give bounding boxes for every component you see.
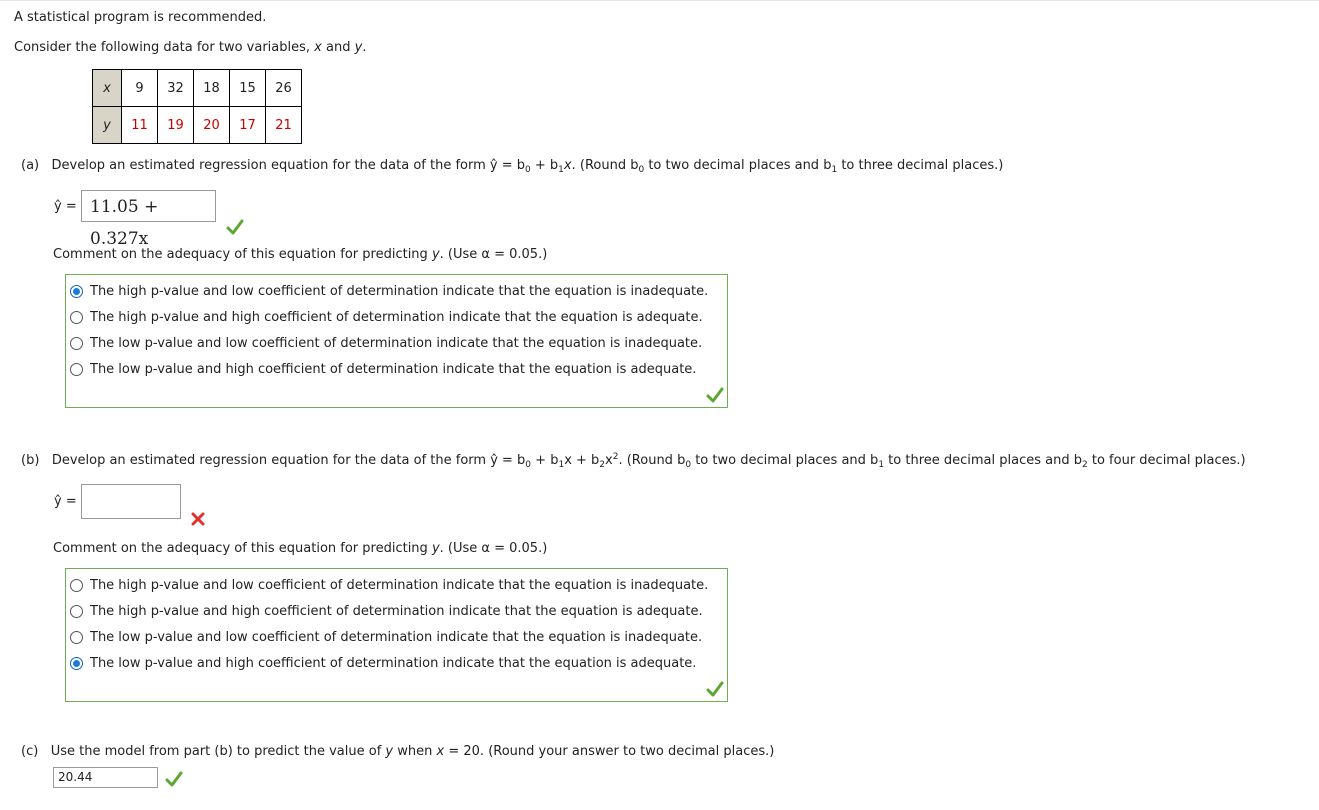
radio-icon[interactable] (70, 311, 83, 324)
check-icon (706, 681, 724, 697)
part-c-q-end: = 20. (Round your answer to two decimal places.) (448, 744, 775, 759)
x-cell: 32 (158, 70, 194, 107)
option-label: The low p-value and high coefficient of determination indicate that the equation is adequate. (90, 361, 697, 377)
comment-prefix: Comment on the adequacy of this equation for predicting (53, 541, 428, 556)
table-row-y (93, 107, 302, 144)
cross-icon (191, 512, 205, 526)
comment-suffix: . (Use α = 0.05.) (439, 247, 548, 262)
sub: 1 (558, 165, 564, 175)
sup: 2 (612, 452, 619, 462)
part-a-q-plus: + b (530, 158, 559, 173)
option-label: The low p-value and high coefficient of determination indicate that the equation is adequate. (90, 655, 697, 671)
part-c-q-prefix: Use the model from part (b) to predict the value of (50, 744, 382, 759)
y-header: y (93, 107, 122, 144)
sub: 0 (525, 460, 532, 470)
recommend-text: A statistical program is recommended. (14, 10, 267, 25)
data-table (92, 69, 302, 144)
part-a-label: (a) (21, 158, 40, 173)
top-rule (0, 0, 1319, 1)
part-c-q-mid: when (397, 744, 433, 759)
part-c-q-var: y (385, 744, 394, 759)
part-a-answer-input[interactable]: 11.05 + 0.327x (81, 190, 216, 222)
sub: 1 (878, 460, 885, 470)
part-b-q4: x (605, 453, 613, 468)
table-row-x (93, 70, 302, 107)
part-c-q-xvar: x (436, 744, 445, 759)
y-cell: 21 (266, 107, 302, 144)
comment-var: y (431, 541, 440, 556)
comment-suffix: . (Use α = 0.05.) (439, 541, 548, 556)
period: . (362, 40, 367, 55)
sub: 1 (558, 460, 565, 470)
x-cell: 9 (122, 70, 158, 107)
sub: 2 (599, 460, 606, 470)
sub: 0 (525, 165, 531, 175)
part-b-yhat-label: ŷ = (54, 494, 77, 509)
part-a-option-2[interactable] (70, 334, 702, 352)
radio-icon[interactable] (70, 337, 83, 350)
option-label: The low p-value and low coefficient of determination indicate that the equation is inadequate. (90, 335, 703, 351)
y-cell: 20 (194, 107, 230, 144)
part-b-q5: . (Round b (618, 453, 686, 468)
part-a-comment (53, 247, 547, 262)
check-icon (226, 219, 244, 235)
part-b-question (21, 452, 1246, 470)
option-label: The high p-value and low coefficient of determination indicate that the equation is inadequate. (90, 283, 709, 299)
part-a-question (21, 158, 1003, 175)
part-a-q-mid: to two decimal places and b (644, 158, 832, 173)
and-text: and (326, 40, 351, 55)
part-b-q7: to three decimal places and b (884, 453, 1082, 468)
part-b-q3: x + b (564, 453, 600, 468)
radio-selected-icon[interactable] (70, 657, 83, 670)
part-b-label: (b) (21, 453, 40, 468)
y-cell: 19 (158, 107, 194, 144)
var-x: x (314, 40, 322, 55)
comment-prefix: Comment on the adequacy of this equation for predicting (53, 247, 428, 262)
part-b-option-1[interactable] (70, 602, 703, 620)
part-b-q2: + b (531, 453, 559, 468)
check-icon (706, 387, 724, 403)
part-a-q-x: x (563, 158, 572, 173)
part-c-answer-input[interactable]: 20.44 (53, 767, 158, 788)
y-cell: 11 (122, 107, 158, 144)
part-a-yhat-label: ŷ = (54, 199, 77, 214)
consider-text (14, 40, 366, 55)
radio-icon[interactable] (70, 579, 83, 592)
y-cell: 17 (230, 107, 266, 144)
check-icon (165, 771, 183, 787)
part-b-option-0[interactable] (70, 576, 708, 594)
sub: 1 (831, 165, 838, 175)
x-cell: 18 (194, 70, 230, 107)
var-y: y (354, 40, 363, 55)
part-b-comment (53, 541, 547, 556)
consider-prefix: Consider the following data for two variables, (14, 40, 311, 55)
part-b-q6: to two decimal places and b (691, 453, 879, 468)
part-b-answer-input[interactable] (81, 484, 181, 519)
x-header: x (93, 70, 122, 107)
radio-icon[interactable] (70, 363, 83, 376)
part-b-q1: Develop an estimated regression equation for the data of the form ŷ = b (51, 453, 526, 468)
option-label: The high p-value and high coefficient of determination indicate that the equation is adequate. (90, 309, 703, 325)
option-label: The low p-value and low coefficient of determination indicate that the equation is inadequate. (90, 629, 703, 645)
option-label: The high p-value and low coefficient of determination indicate that the equation is inadequate. (90, 577, 709, 593)
comment-var: y (431, 247, 440, 262)
radio-icon[interactable] (70, 605, 83, 618)
part-a-q-text: Develop an estimated regression equation for the data of the form ŷ = b (51, 158, 526, 173)
part-b-option-2[interactable] (70, 628, 702, 646)
part-b-q8: to four decimal places.) (1087, 453, 1246, 468)
part-a-q-end: to three decimal places.) (837, 158, 1004, 173)
radio-selected-icon[interactable] (70, 285, 83, 298)
part-b-options (65, 568, 728, 702)
sub: 0 (638, 165, 645, 175)
x-cell: 15 (230, 70, 266, 107)
part-a-option-3[interactable] (70, 360, 696, 378)
part-a-q-round: . (Round b (571, 158, 639, 173)
part-a-options (65, 274, 728, 408)
option-label: The high p-value and high coefficient of determination indicate that the equation is adequate. (90, 603, 703, 619)
part-a-option-1[interactable] (70, 308, 703, 326)
part-c-label: (c) (21, 744, 39, 759)
part-a-option-0[interactable] (70, 282, 708, 300)
x-cell: 26 (266, 70, 302, 107)
sub: 0 (685, 460, 692, 470)
radio-icon[interactable] (70, 631, 83, 644)
part-b-option-3[interactable] (70, 654, 696, 672)
sub: 2 (1082, 460, 1088, 470)
part-c-question (21, 744, 774, 759)
